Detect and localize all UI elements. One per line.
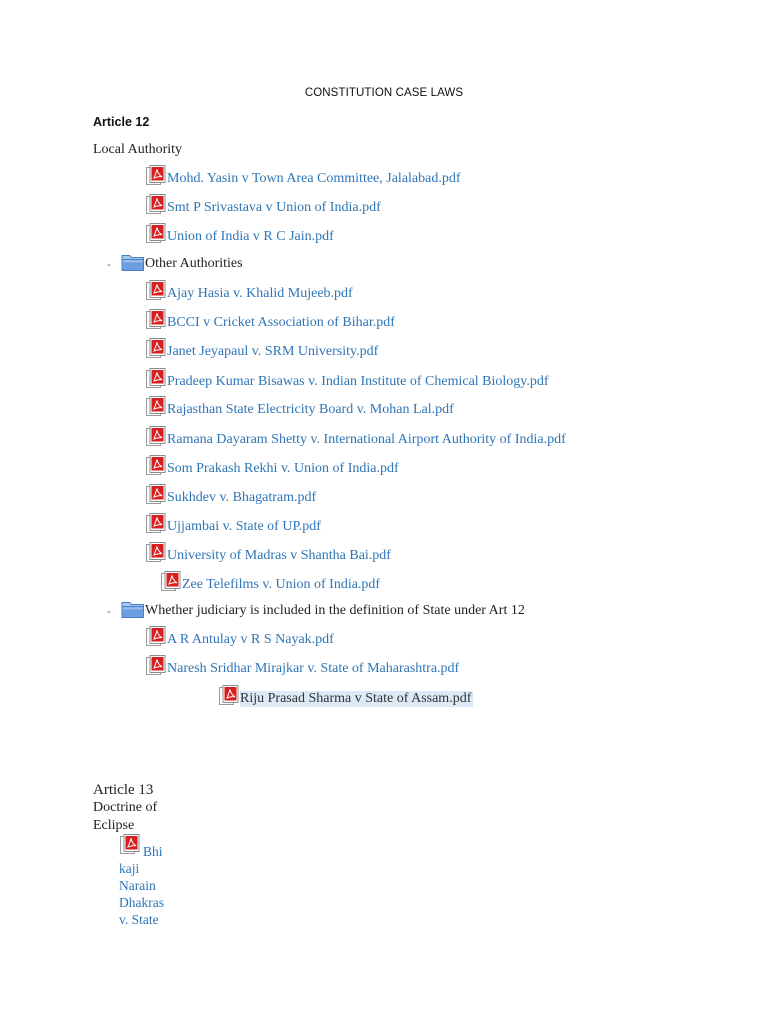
pdf-file-icon	[145, 165, 166, 187]
pdf-file-name-wrapped[interactable]	[119, 860, 179, 928]
pdf-file-name[interactable]: BCCI v Cricket Association of Bihar.pdf	[167, 315, 395, 330]
pdf-file-link[interactable]	[145, 624, 334, 648]
pdf-file-name[interactable]: University of Madras v Shantha Bai.pdf	[167, 548, 391, 563]
folder-judiciary[interactable]	[107, 599, 525, 619]
folder-label: Whether judiciary is included in the definition of State under Art 12	[145, 603, 525, 618]
pdf-file-name[interactable]: Ramana Dayaram Shetty v. International Airport Authority of India.pdf	[167, 432, 566, 447]
pdf-file-icon	[145, 223, 166, 245]
pdf-file-icon	[145, 396, 166, 418]
pdf-file-name[interactable]: Rajasthan State Electricity Board v. Mohan Lal.pdf	[167, 402, 454, 417]
folder-label: Other Authorities	[145, 256, 243, 271]
pdf-file-icon	[145, 338, 166, 360]
pdf-file-name[interactable]: Union of India v R C Jain.pdf	[167, 229, 334, 244]
pdf-file-link[interactable]	[145, 278, 353, 302]
wrapped-line[interactable]: v. State	[119, 912, 159, 927]
pdf-file-name[interactable]: Pradeep Kumar Bisawas v. Indian Institute of Chemical Biology.pdf	[167, 374, 549, 389]
pdf-file-icon	[145, 455, 166, 477]
pdf-file-name[interactable]: Janet Jeyapaul v. SRM University.pdf	[167, 344, 379, 359]
pdf-file-icon	[145, 280, 166, 302]
pdf-file-name[interactable]: Sukhdev v. Bhagatram.pdf	[167, 490, 317, 505]
article-12-heading: Article 12	[93, 115, 150, 129]
pdf-file-name[interactable]: Ajay Hasia v. Khalid Mujeeb.pdf	[167, 286, 353, 301]
wrapped-line[interactable]: kaji	[119, 861, 140, 876]
pdf-file-link[interactable]	[145, 453, 399, 477]
pdf-file-link[interactable]	[145, 192, 381, 216]
pdf-file-link[interactable]	[145, 511, 321, 535]
pdf-file-link[interactable]	[145, 540, 391, 564]
folder-icon	[121, 252, 145, 272]
collapse-dash[interactable]: -	[107, 604, 111, 618]
pdf-file-name-wrapped[interactable]	[143, 843, 203, 860]
pdf-file-link[interactable]	[145, 221, 334, 245]
pdf-file-icon	[145, 426, 166, 448]
pdf-file-name[interactable]: Ujjambai v. State of UP.pdf	[167, 519, 321, 534]
pdf-file-icon	[160, 571, 181, 593]
pdf-file-icon	[145, 194, 166, 216]
pdf-file-icon	[145, 309, 166, 331]
local-authority-label: Local Authority	[93, 142, 183, 157]
doctrine-line: Eclipse	[93, 817, 135, 833]
pdf-file-link[interactable]	[145, 653, 459, 677]
pdf-file-link[interactable]	[145, 336, 378, 360]
pdf-file-link[interactable]	[145, 424, 566, 448]
article-13-heading: Article 13	[93, 782, 154, 798]
pdf-file-link[interactable]	[160, 569, 380, 593]
pdf-file-link[interactable]	[145, 163, 461, 187]
pdf-file-icon	[119, 834, 140, 856]
pdf-file-name[interactable]: A R Antulay v R S Nayak.pdf	[167, 632, 334, 647]
wrapped-line[interactable]: Narain	[119, 878, 156, 893]
pdf-file-name[interactable]: Riju Prasad Sharma v State of Assam.pdf	[240, 691, 472, 706]
pdf-file-icon	[145, 484, 166, 506]
pdf-file-icon	[145, 542, 166, 564]
pdf-file-icon	[145, 626, 166, 648]
pdf-file-link-selected[interactable]	[218, 683, 473, 707]
pdf-file-icon	[218, 685, 239, 707]
doctrine-of-eclipse-label	[93, 799, 183, 834]
pdf-file-name[interactable]: Smt P Srivastava v Union of India.pdf	[167, 200, 381, 215]
pdf-file-name[interactable]: Mohd. Yasin v Town Area Committee, Jalalabad.pdf	[167, 171, 461, 186]
pdf-file-icon	[145, 513, 166, 535]
page-title: CONSTITUTION CASE LAWS	[304, 87, 464, 99]
pdf-file-link[interactable]	[145, 307, 395, 331]
doctrine-line: Doctrine of	[93, 800, 158, 815]
pdf-file-icon	[145, 368, 166, 390]
pdf-file-name[interactable]: Naresh Sridhar Mirajkar v. State of Maharashtra.pdf	[167, 661, 460, 676]
pdf-file-name[interactable]: Zee Telefilms v. Union of India.pdf	[182, 577, 381, 592]
wrapped-line[interactable]: Dhakras	[119, 895, 164, 910]
wrapped-line[interactable]: Bhi	[143, 844, 163, 859]
folder-icon	[121, 599, 145, 619]
pdf-file-name[interactable]: Som Prakash Rekhi v. Union of India.pdf	[167, 461, 399, 476]
pdf-file-link[interactable]	[145, 482, 316, 506]
folder-other-authorities[interactable]	[107, 252, 243, 272]
collapse-dash[interactable]: -	[107, 257, 111, 271]
pdf-file-link[interactable]	[145, 366, 549, 390]
pdf-file-link[interactable]	[145, 394, 454, 418]
pdf-file-icon	[145, 655, 166, 677]
